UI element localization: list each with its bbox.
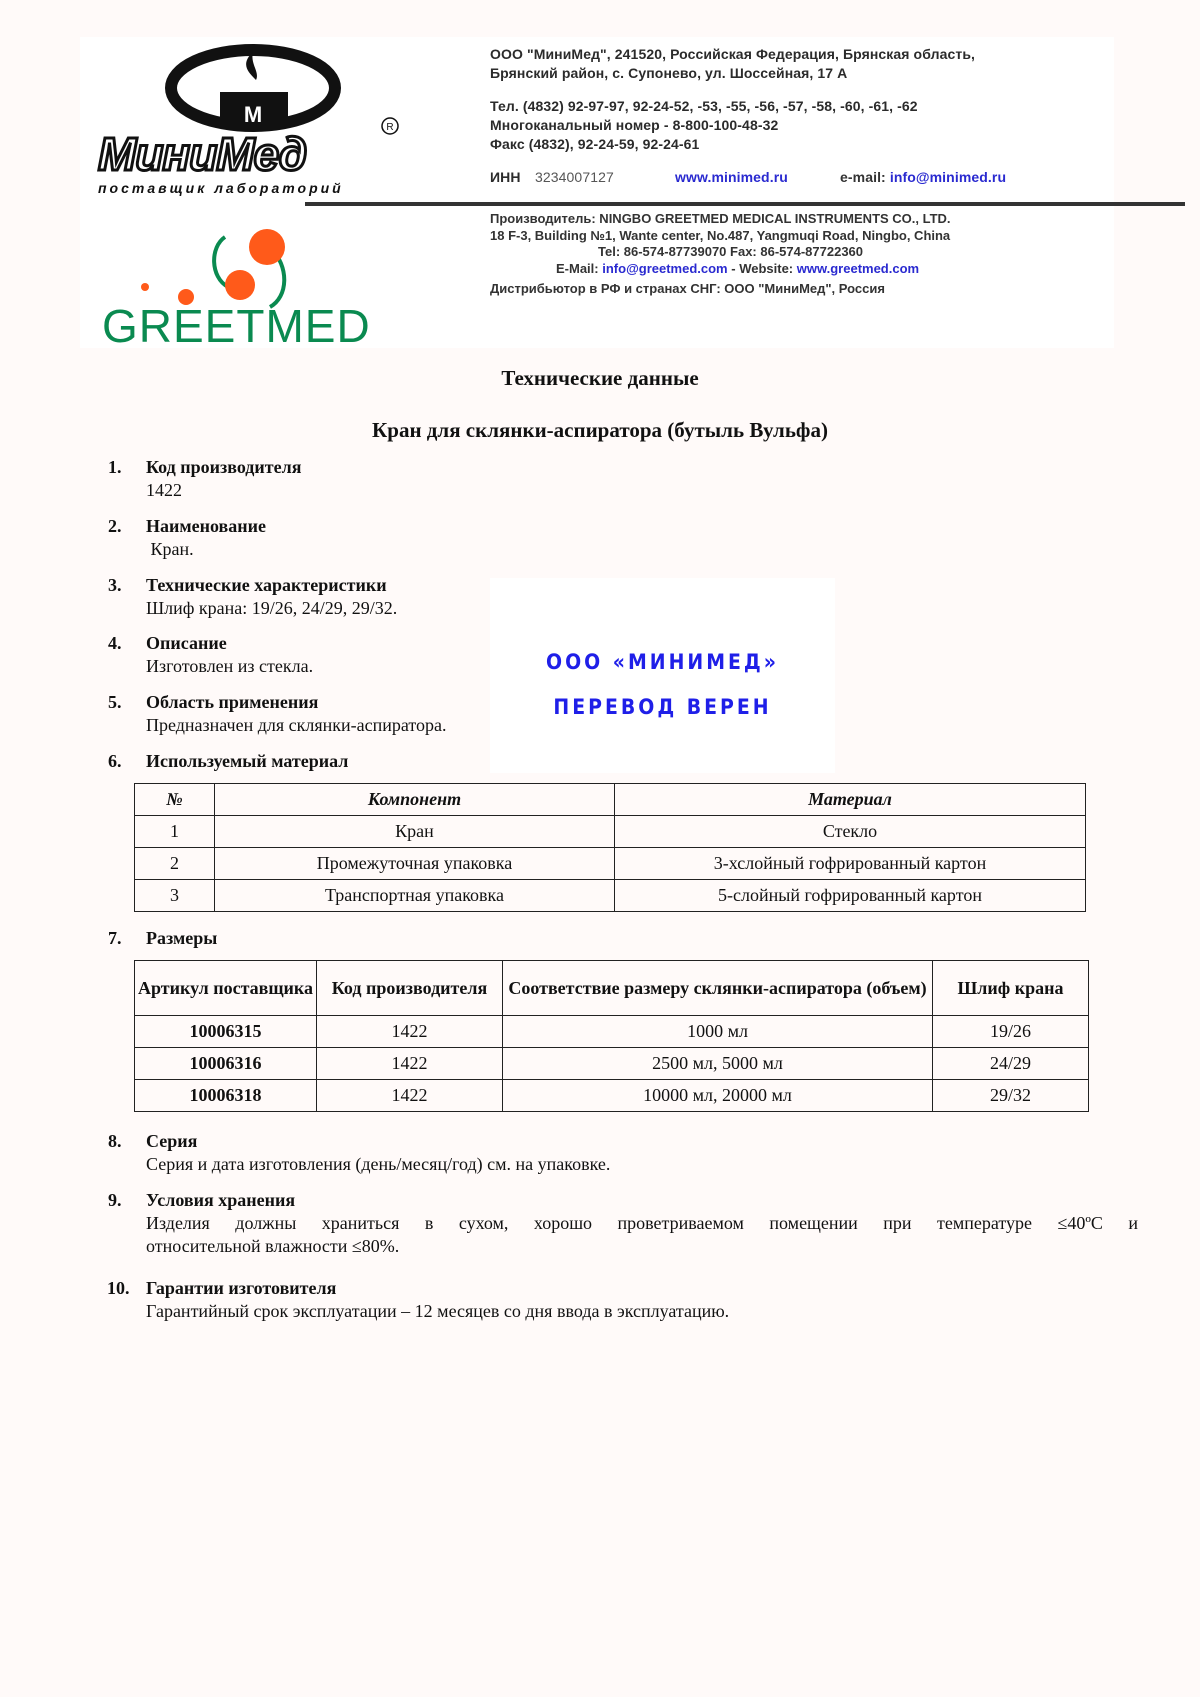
- manufacturer-tel-fax: Tel: 86-574-87739070 Fax: 86-574-87722360: [598, 244, 864, 259]
- minimed-address-line1: ООО "МиниМед", 241520, Российская Федерация, Брянская область,: [490, 46, 976, 62]
- minimed-address-line2: Брянский район, с. Супонево, ул. Шоссейная, 17 А: [490, 65, 848, 81]
- cell-code: 1422: [317, 1016, 503, 1048]
- cell-component: Кран: [215, 816, 615, 848]
- section-number: 5.: [108, 692, 122, 712]
- table-row: [135, 1016, 1089, 1048]
- cell-joint: 29/32: [933, 1080, 1089, 1112]
- section-heading: Гарантии изготовителя: [146, 1278, 337, 1298]
- table-header-row: [135, 784, 1086, 816]
- greetmed-logo-text: GREETMED: [102, 300, 371, 347]
- greetmed-logo: [90, 207, 470, 347]
- minimed-logo: [90, 42, 500, 202]
- stamp-company: ООО «МИНИМЕД»: [546, 650, 779, 674]
- cell-material: 5-слойный гофрированный картон: [615, 880, 1086, 912]
- section-body: Серия и дата изготовления (день/месяц/год) см. на упаковке.: [146, 1154, 611, 1174]
- section-number: 2.: [108, 516, 122, 536]
- greetmed-email-link[interactable]: info@greetmed.com: [602, 260, 728, 276]
- section-heading: Размеры: [146, 928, 218, 948]
- cell-number: 3: [135, 880, 215, 912]
- cell-joint: 19/26: [933, 1016, 1089, 1048]
- inn-value: 3234007127: [535, 169, 614, 185]
- section-body: Гарантийный срок эксплуатации – 12 месяцев со дня ввода в эксплуатацию.: [146, 1301, 730, 1321]
- inn-label: ИНН: [490, 169, 521, 185]
- section-heading: Область применения: [146, 692, 319, 712]
- table-row: [135, 848, 1086, 880]
- cell-number: 1: [135, 816, 215, 848]
- cell-component: Промежуточная упаковка: [215, 848, 615, 880]
- col-header-supplier-article: Артикул поставщика: [135, 961, 317, 1016]
- section-number: 3.: [108, 575, 122, 595]
- table-row: [135, 816, 1086, 848]
- col-header-material: Материал: [615, 784, 1086, 816]
- col-header-number: №: [135, 784, 215, 816]
- section-number: 6.: [108, 751, 122, 771]
- section-heading: Используемый материал: [146, 751, 349, 771]
- manufacturer-email-web: [490, 261, 951, 278]
- cell-code: 1422: [317, 1048, 503, 1080]
- cell-code: 1422: [317, 1080, 503, 1112]
- greetmed-website-link[interactable]: www.greetmed.com: [796, 260, 920, 276]
- table-row: [135, 1048, 1089, 1080]
- minimed-phone: Тел. (4832) 92-97-97, 92-24-52, -53, -55, -56, -57, -58, -60, -61, -62: [490, 98, 918, 114]
- section-heading: Технические характеристики: [146, 575, 387, 595]
- section-body-line2: относительной влажности ≤80%.: [146, 1236, 400, 1256]
- section-body: Изготовлен из стекла.: [146, 656, 314, 676]
- cell-volume: 10000 мл, 20000 мл: [503, 1080, 933, 1112]
- section-number: 9.: [108, 1190, 122, 1210]
- dimensions-table: [134, 960, 1089, 1112]
- cell-joint: 24/29: [933, 1048, 1089, 1080]
- section-body: Предназначен для склянки-аспиратора.: [146, 715, 447, 735]
- manufacturer-website-label: - Website:: [731, 260, 794, 276]
- flame-icon: [246, 52, 257, 80]
- cell-volume: 2500 мл, 5000 мл: [503, 1048, 933, 1080]
- section-body: Кран.: [146, 539, 194, 559]
- minimed-website-link[interactable]: www.minimed.ru: [675, 169, 788, 185]
- section-body: Шлиф крана: 19/26, 24/29, 29/32.: [146, 598, 398, 618]
- section-heading: Описание: [146, 633, 227, 653]
- cell-volume: 1000 мл: [503, 1016, 933, 1048]
- table-header-row: [135, 961, 1089, 1016]
- minimed-multichannel: Многоканальный номер - 8-800-100-48-32: [490, 117, 779, 133]
- letterhead-divider: [305, 202, 1185, 206]
- section-heading: Условия хранения: [146, 1190, 296, 1210]
- section-number: 1.: [108, 457, 122, 477]
- document-title: Технические данные: [501, 366, 699, 390]
- section-heading: Наименование: [146, 516, 266, 536]
- col-header-manufacturer-code: Код производителя: [317, 961, 503, 1016]
- section-heading: Код производителя: [146, 457, 302, 477]
- table-row: [135, 1080, 1089, 1112]
- section-number: 4.: [108, 633, 122, 653]
- manufacturer-info: [490, 211, 951, 298]
- manufacturer-line2: 18 F-3, Building №1, Wante center, No.487, Yangmuqi Road, Ningbo, China: [490, 227, 951, 243]
- leaf-stem-icon: [214, 237, 228, 287]
- orange-dot-icon: [249, 229, 285, 265]
- letterhead: [80, 37, 1114, 348]
- cell-material: 3-хслойный гофрированный картон: [615, 848, 1086, 880]
- section-heading: Серия: [146, 1131, 198, 1151]
- materials-table: [134, 783, 1086, 912]
- minimed-logo-text: МиниМед: [98, 128, 307, 180]
- minimed-contact-info: [490, 45, 1006, 187]
- cell-article: 10006318: [135, 1080, 317, 1112]
- section-body: 1422: [146, 480, 182, 500]
- col-header-joint: Шлиф крана: [933, 961, 1089, 1016]
- email-label: e-mail:: [840, 169, 886, 185]
- cell-number: 2: [135, 848, 215, 880]
- minimed-tagline: поставщик лабораторий: [98, 180, 344, 196]
- distributor-info: Дистрибьютор в РФ и странах СНГ: ООО "МиниМед", Россия: [490, 281, 885, 296]
- col-header-volume: Соответствие размеру склянки-аспиратора (объем): [503, 961, 933, 1016]
- col-header-component: Компонент: [215, 784, 615, 816]
- cell-material: Стекло: [615, 816, 1086, 848]
- minimed-fax: Факс (4832), 92-24-59, 92-24-61: [490, 136, 700, 152]
- svg-text:M: M: [243, 102, 263, 127]
- section-number: 8.: [108, 1131, 122, 1151]
- cell-component: Транспортная упаковка: [215, 880, 615, 912]
- registered-mark: R: [386, 122, 394, 133]
- stamp-verified: ПЕРЕВОД ВЕРЕН: [553, 695, 772, 719]
- minimed-email-link[interactable]: info@minimed.ru: [889, 169, 1007, 185]
- section-number: 10.: [107, 1278, 130, 1298]
- table-row: [135, 880, 1086, 912]
- cell-article: 10006316: [135, 1048, 317, 1080]
- cell-article: 10006315: [135, 1016, 317, 1048]
- section-body-line1: Изделия должны храниться в сухом, хорошо проветриваемом помещении при температуре ≤40ºС и: [146, 1213, 1138, 1233]
- manufacturer-email-label: E-Mail:: [556, 260, 599, 276]
- document-subtitle: Кран для склянки-аспиратора (бутыль Вульфа): [372, 418, 828, 442]
- section-number: 7.: [108, 928, 122, 948]
- translation-stamp: [490, 578, 835, 773]
- manufacturer-line1: Производитель: NINGBO GREETMED MEDICAL INSTRUMENTS CO., LTD.: [490, 211, 951, 226]
